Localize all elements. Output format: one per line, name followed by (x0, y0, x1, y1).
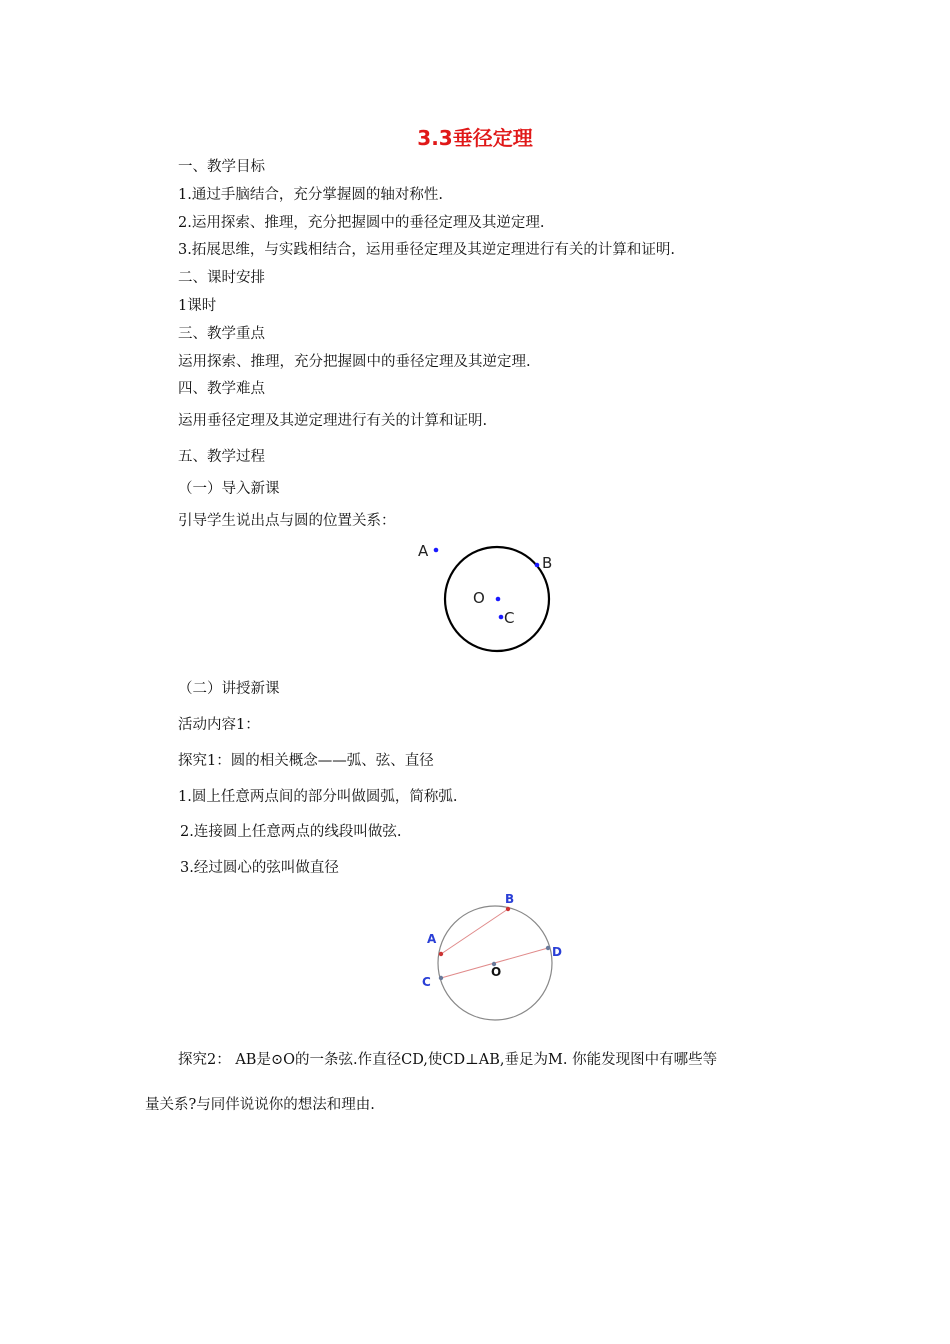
label-a-2: A (427, 932, 437, 946)
objective-2: 2.运用探索、推理，充分把握圆中的垂径定理及其逆定理. (178, 215, 545, 231)
label-c-2: C (422, 975, 431, 989)
explore-2-line-1: 探究2： AB是⊙O的一条弦.作直径CD,使CD⊥AB,垂足为M. 你能发现图中有哪些等 (178, 1052, 718, 1068)
figure-chord-diameter (410, 890, 570, 1035)
definition-chord: 2.连接圆上任意两点的线段叫做弦. (180, 824, 402, 840)
point-c-2 (439, 976, 443, 980)
section-heading-process: 五、教学过程 (178, 449, 265, 465)
objective-1: 1.通过手脑结合，充分掌握圆的轴对称性. (178, 187, 443, 203)
label-o: O (473, 589, 485, 607)
point-d-2 (546, 946, 550, 950)
definition-diameter: 3.经过圆心的弦叫做直径 (180, 860, 339, 876)
explore-2-line-2: 量关系?与同伴说说你的想法和理由. (145, 1097, 375, 1113)
document-title: 3.3垂径定理 (417, 126, 533, 150)
label-d-2: D (552, 945, 562, 959)
point-a (434, 548, 439, 553)
section-heading-objectives: 一、教学目标 (178, 159, 265, 175)
section-heading-schedule: 二、课时安排 (178, 270, 265, 286)
activity-1-label: 活动内容1： (178, 717, 260, 733)
schedule-text: 1课时 (178, 298, 217, 314)
definition-arc: 1.圆上任意两点间的部分叫做圆弧，简称弧. (178, 789, 458, 805)
objective-3: 3.拓展思维，与实践相结合，运用垂径定理及其逆定理进行有关的计算和证明. (178, 242, 675, 258)
chord-ab (441, 909, 508, 954)
label-o-2: O (491, 965, 502, 979)
intro-text: 引导学生说出点与圆的位置关系： (178, 513, 396, 529)
point-b (535, 563, 540, 568)
difficulties-text: 运用垂径定理及其逆定理进行有关的计算和证明. (178, 413, 488, 429)
figure-point-circle (400, 535, 580, 665)
label-b-2: B (505, 892, 515, 906)
subheading-new-lesson: （二）讲授新课 (178, 681, 280, 697)
section-heading-key-points: 三、教学重点 (178, 326, 265, 342)
point-b-2 (506, 907, 510, 911)
key-points-text: 运用探索、推理，充分把握圆中的垂径定理及其逆定理. (178, 354, 531, 370)
point-o (496, 597, 501, 602)
explore-1-heading: 探究1：圆的相关概念——弧、弦、直径 (178, 753, 434, 769)
label-b: B (542, 554, 553, 572)
point-c (499, 615, 504, 620)
label-a: A (418, 542, 429, 560)
label-c: C (504, 609, 515, 627)
point-a-2 (439, 952, 443, 956)
section-heading-difficulties: 四、教学难点 (178, 381, 265, 397)
subheading-intro: （一）导入新课 (178, 481, 280, 497)
